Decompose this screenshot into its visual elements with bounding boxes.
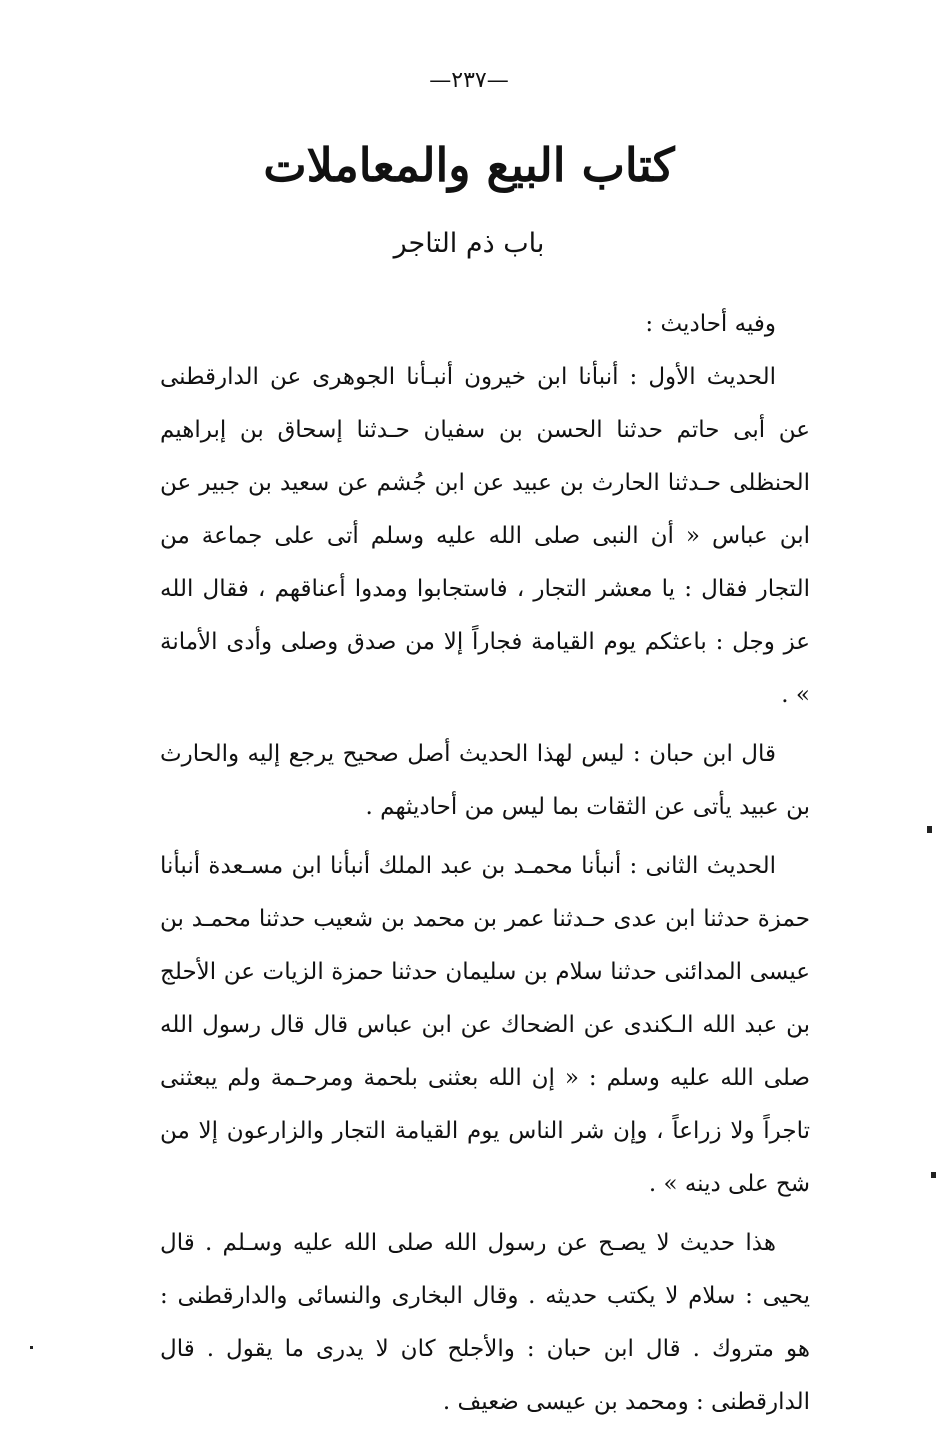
margin-speck	[927, 826, 932, 833]
intro-line: وفيه أحاديث :	[645, 311, 776, 337]
margin-speck	[30, 1346, 33, 1349]
chapter-title: باب ذم التاجر	[393, 228, 545, 259]
paragraph-hadith-2: الحديث الثانى : أنبأنا محمـد بن عبد الملك أنبأنا ابن مسـعدة أنبأنا حمزة حدثنا ابن عدى حـدثنا عمر بن محمد بن شعيب حدثنا محمـد بن عيسى المدائنى حدثنا سلام بن سليمان حدثنا حمزة الزيات عن الأحلج بن عبد الله الـكندى عن الضحاك عن ابن عباس قال قال رسول الله صلى الله عليه وسلم : « إن الله بعثنى بلحمة ومرحـمة ولم يبعثنى تاجراً ولا زراعاً ، وإن شر الناس يوم القيامة التجار والزارعون إلا من شح على دينه » .	[160, 853, 810, 1197]
paragraph-hadith-1: الحديث الأول : أنبأنا ابن خيرون أنبـأنا الجوهرى عن الدارقطنى عن أبى حاتم حدثنا الحسن بن سفيان حـدثنا إسحاق بن إبراهيم الحنظلى حـدثنا الحارث بن عبيد عن ابن جُشم عن سعيد بن جبير عن ابن عباس « أن النبى صلى الله عليه وسلم أتى على جماعة من التجار فقال : يا معشر التجار ، فاستجابوا ومدوا أعناقهم ، فقال الله عز وجل : باعثكم يوم القيامة فجاراً إلا من صدق وصلى وأدى الأمانة » .	[160, 364, 810, 708]
paragraph-grading-comment: هذا حديث لا يصـح عن رسول الله صلى الله عليه وسـلم . قال يحيى : سلام لا يكتب حديثه . وقال البخارى والنسائى والدارقطنى : هو متروك . قال ابن حبان : والأجلح كان لا يدرى ما يقول . قال الدارقطنى : ومحمد بن عيسى ضعيف .	[160, 1230, 810, 1415]
body-text	[160, 298, 810, 1429]
margin-speck	[931, 1172, 936, 1178]
page-number: —٢٣٧—	[429, 68, 509, 93]
book-title: كتاب البيع والمعاملات	[263, 138, 675, 192]
paragraph-ibn-hibban-comment: قال ابن حبان : ليس لهذا الحديث أصل صحيح يرجع إليه والحارث بن عبيد يأتى عن الثقات بما ليس من أحاديثهم .	[160, 741, 810, 820]
